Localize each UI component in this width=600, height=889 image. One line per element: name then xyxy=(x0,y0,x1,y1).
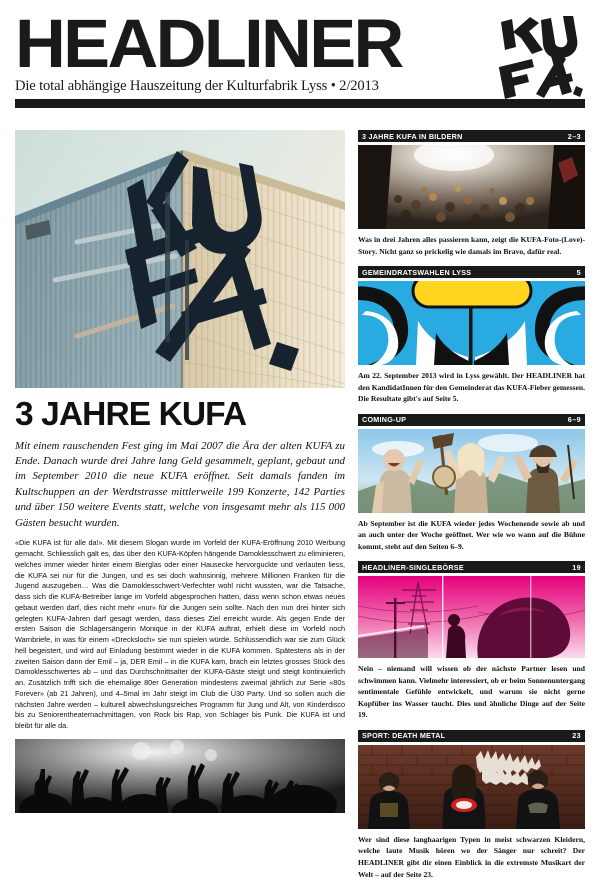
teaser-singleboerse[interactable] xyxy=(358,561,585,721)
teaser-image-metal-band xyxy=(358,745,585,829)
article-lead: Mit einem rauschenden Fest ging im Mai 2007 die Ära der alten KUFA zu Ende. Danach wurde drei Jahre lang Geld gesammelt, geplant, gebaut und im September 2010 die neue KUFA eröffnet. Seit damals fanden im Kultschuppen an der Werdtstrasse mittlerweile 199 Konzerte, 142 Parties und über 150 weitere Events statt, welche von insgesamt mehr als 115 000 Gästen besucht wurden. xyxy=(15,439,345,529)
teaser-label: GEMEINDRATSWAHLEN LYSS xyxy=(362,267,472,277)
teaser-text: Am 22. September 2013 wird in Lyss gewählt. Der HEADLINER hat den KandidatInnen für den Gemeinderat das KUFA-Fieber gemessen. Die Resultate gibt's auf Seite 5. xyxy=(358,371,585,404)
masthead xyxy=(15,0,585,122)
teaser-header xyxy=(358,266,585,278)
content-area xyxy=(15,130,585,889)
teaser-text: Nein – niemand will wissen ob der nächste Partner lesen und schwimmen kann. Vielmehr interessiert, ob er beim Sonnenuntergang sentimentale Gefühle entwickelt, und warum sie nicht gerne Kopfüber ins Wasser taucht. Dies und ähnliche Dinge auf der Seite 19. xyxy=(358,664,585,720)
teaser-label: HEADLINER-SINGLEBÖRSE xyxy=(362,562,464,572)
teaser-pages: 5 xyxy=(576,267,581,277)
teaser-pages: 2–3 xyxy=(567,131,581,141)
teaser-text: Wer sind diese langhaarigen Typen in meist schwarzen Kleidern, welche laute Musik hören wo der Sänger nur schreit? Der HEADLINER gibt dir einen Einblick in die extremste Musikart der Welt – auf der Seite 23. xyxy=(358,834,585,879)
kufa-logo xyxy=(493,16,585,102)
article-headline: 3 JAHRE KUFA xyxy=(15,396,247,433)
teaser-label: 3 JAHRE KUFA IN BILDERN xyxy=(362,131,463,141)
teaser-pages: 6–9 xyxy=(567,415,581,425)
teaser-text: Ab September ist die KUFA wieder jedes Wochenende sowie ab und an auch unter der Woche geöffnet. Wer wie wo wann auf die Bühne kommt, steht auf den Seiten 6–9. xyxy=(358,518,585,551)
teaser-header xyxy=(358,561,585,573)
teaser-column xyxy=(358,130,585,889)
masthead-subtitle: Die total abhängige Hauszeitung der Kulturfabrik Lyss • 2/2013 xyxy=(15,77,379,94)
teaser-image-performers xyxy=(358,429,585,513)
page-title: HEADLINER xyxy=(15,5,402,82)
crowd-photo xyxy=(15,739,345,813)
teaser-image-cartoon-eyes xyxy=(358,281,585,365)
teaser-kufa-in-bildern[interactable] xyxy=(358,130,585,257)
teaser-header xyxy=(358,730,585,742)
teaser-label: SPORT: DEATH METAL xyxy=(362,731,446,741)
main-article-column xyxy=(15,130,345,889)
teaser-sport-death-metal[interactable] xyxy=(358,730,585,880)
teaser-image-magenta-silhouette xyxy=(358,576,585,658)
teaser-gemeindratswahlen[interactable] xyxy=(358,266,585,405)
lead-photo-kufa-building xyxy=(15,130,345,388)
teaser-image-concert-crowd xyxy=(358,145,585,229)
teaser-pages: 23 xyxy=(572,731,581,741)
article-body xyxy=(15,538,345,732)
teaser-coming-up[interactable] xyxy=(358,414,585,553)
teaser-pages: 19 xyxy=(572,562,581,572)
teaser-header xyxy=(358,414,585,426)
teaser-text: Was in drei Jahren alles passieren kann, zeigt die KUFA-Foto-(Love)-Story. Nicht ganz so prickelig wie damals im Bravo, dafür real. xyxy=(358,235,585,256)
teaser-header xyxy=(358,130,585,142)
article-body-paragraph: «Die KUFA ist für alle da!». Mit diesem Slogan wurde im Vorfeld der KUFA-Eröffnung 2010 Werbung gemacht. Schliesslich galt es, das über den KUFA-Köpfen hängende Damoklesschwert zu eliminieren, welches immer wieder hinter einem Bierglas oder einer Hausecke hervorguckte und verlauten liess, die KUFA sei nur für die Jungen, und es sei doch wahnsinnig, mehrere Millionen Franken für die Jugend auszugeben… Was die Damoklesschwert-Verfechter wohl nicht wussten, war die Tatsache, dass sich die KUFA-Betreiber lange im Vorfeld abgesprochen hatten, dass wenn schon etwas neues gebaut werden darf, dies nicht mehr «nur» für die Jungen sein sollte. Nach den nun drei hinter sich gelegten KUFA-Jahren darf gesagt werden, dass dieses Ziel erreicht wurde. Als gegen Ende der ersten Saison die Schlagersängerin Monique in der KUFA auftrat, erhielt diese im Vorfeld noch Warnbriefe, in was für einem «Drecksloch» sie nun spielen würde. Schlussendlich war sie zum Glück hell begeistert, und wird auf Einladung bestimmt wieder in die KUFA kommen. Spätestens als in der zweiten Saison dann der Emil – ja, DER Emil – in die KUFA kam, brach ein letztes grosses Stück des Damoklesschwertes ab – und das Durchschnittsalter der KUFA-Gäste steigt und steigt kontinuierlich an. Zusätzlich trifft sich die ehemalige 80er Generation mindestens zweimal jährlich zur Serie «80s Forever» (ab 21 Jahren), und 4–5mal im Jahr steigt im Club die Ü30 Party. Und so sollen auch die nächsten Jahre werden – kulturell abwechslungsreiches Programm für Jung und Alt, von Kinderdisco bis zu Seniorentheaternachmittagen, von Rock bis Rap, von Schlager bis Punk. Die KUFA ist und bleibt für alle da. xyxy=(15,538,345,731)
teaser-label: COMING-UP xyxy=(362,415,407,425)
